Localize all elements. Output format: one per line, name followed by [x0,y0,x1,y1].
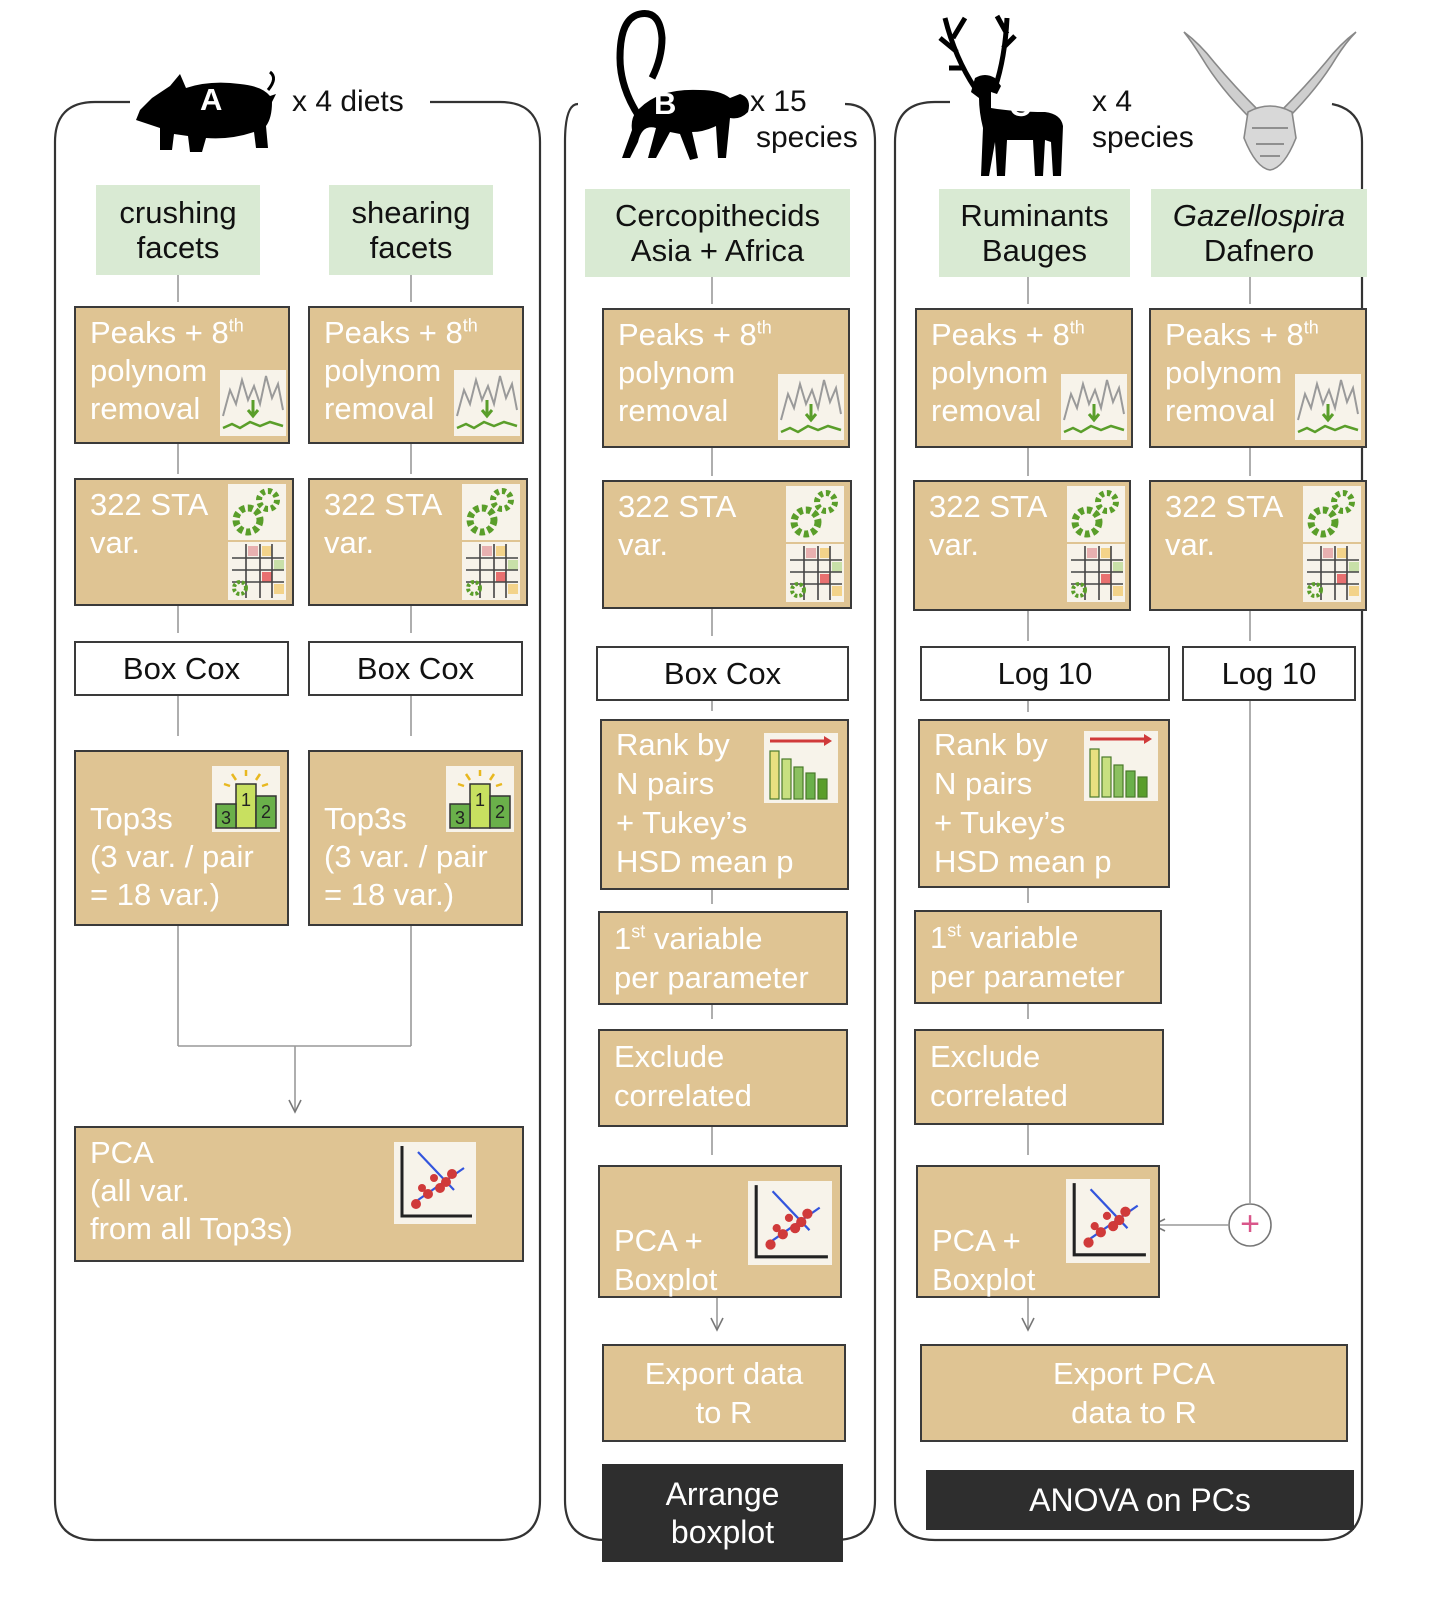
group-cercopithecids-line2: Asia + Africa [630,233,805,268]
sta-line1: 322 STA [90,487,209,522]
group-cercopithecids-line1: Cercopithecids [614,198,821,233]
rank-line3: + Tukey’s [934,805,1066,840]
grid-table-icon [786,544,844,602]
panel-b-multiplier: x 15 [750,85,807,118]
top3s-line3: = 18 var.) [324,877,455,912]
rank-bars-icon [764,733,838,803]
rank-line4: HSD mean p [616,844,794,879]
first-var-sup: st [631,921,646,942]
first-var-line2: per parameter [614,960,809,995]
grid-table-icon [462,542,520,600]
rank-line2: N pairs [934,766,1033,801]
pca-scatter-icon [394,1142,476,1224]
step-final-c: ANOVA on PCs [926,1470,1354,1530]
peaks-chart-icon [220,370,286,436]
group-ruminants-line1: Ruminants [960,198,1109,233]
final-b-line2: boxplot [670,1514,775,1550]
peaks-chart-icon [1295,374,1361,440]
peaks-chart-icon [454,370,520,436]
first-var-num: 1 [614,921,632,956]
panel-a-letter: A [200,82,223,117]
pca-a-line1: PCA [90,1135,154,1170]
peaks-line2: polynom [324,353,442,388]
sta-line1: 322 STA [1165,489,1284,524]
group-cercopithecids [585,189,850,277]
podium-icon [212,766,280,832]
horned-skull-drawing [1180,28,1360,173]
pca-a-line2: (all var. [90,1173,190,1208]
group-crushing-line2: facets [136,230,220,265]
exclude-line2: correlated [614,1078,752,1113]
grid-table-icon [1303,544,1361,602]
step-pca-a [74,1126,524,1262]
group-gazellospira [1151,189,1367,277]
top3s-line3: = 18 var.) [90,877,221,912]
peaks-sup: th [462,315,478,336]
step-boxcox-b: Box Cox [596,646,849,701]
step-pca-boxplot-b [598,1165,842,1298]
group-shearing-line1: shearing [351,195,471,230]
rank-line1: Rank by [934,727,1048,762]
step-sta-variables-a-shearing [308,478,528,606]
peaks-text: Peaks + 8 [931,317,1070,352]
export-c-line2: data to R [1071,1395,1197,1430]
step-boxcox-a-shearing: Box Cox [308,641,523,696]
peaks-line3: removal [1165,393,1276,428]
first-var-text: variable [645,921,763,956]
first-var-num: 1 [930,920,948,955]
sta-line2: var. [324,525,374,560]
export-b-line1: Export data [644,1356,804,1391]
sta-line2: var. [90,525,140,560]
step-log10-c-gazellospira: Log 10 [1182,646,1356,701]
group-gazellospira-line2: Dafnero [1203,233,1315,268]
peaks-chart-icon [778,374,844,440]
sta-line2: var. [618,527,668,562]
first-var-text: variable [961,920,1079,955]
step-exclude-correlated-b [598,1029,848,1127]
gears-icon [1303,486,1361,542]
step-peaks-removal-c-gazellospira [1149,308,1367,448]
export-b-line2: to R [695,1395,753,1430]
step-export-b [602,1344,846,1442]
step-exclude-correlated-c [914,1029,1164,1125]
group-crushing-line1: crushing [119,195,237,230]
peaks-line2: polynom [90,353,208,388]
merge-plus-symbol: + [1240,1205,1260,1243]
step-sta-variables-a-crushing [74,478,294,606]
step-sta-variables-b [602,480,852,609]
top3s-line2: (3 var. / pair [90,839,254,874]
rank-line3: + Tukey’s [616,805,748,840]
step-sta-variables-c-gazellospira [1149,480,1367,611]
pca-box-line1: PCA + [614,1223,703,1258]
group-ruminants-line2: Bauges [981,233,1088,268]
gears-icon [462,484,520,540]
step-peaks-removal-a-crushing [74,306,290,444]
svg-text:1: 1 [475,790,486,810]
peaks-line3: removal [324,391,435,426]
step-export-c [920,1344,1348,1442]
group-ruminants [939,189,1130,277]
step-sta-variables-c-ruminants [913,480,1131,611]
step-pca-boxplot-c [916,1165,1160,1298]
rank-line2: N pairs [616,766,715,801]
export-c-line1: Export PCA [1053,1356,1215,1391]
sta-line1: 322 STA [929,489,1048,524]
pca-box-line2: Boxplot [614,1262,718,1297]
group-shearing-facets [329,185,493,275]
gears-icon [786,486,844,542]
peaks-sup: th [228,315,244,336]
step-first-variable-c [914,910,1162,1004]
svg-text:2: 2 [261,802,272,822]
peaks-sup: th [1069,317,1085,338]
panel-b-multiplier-species: species [756,121,858,154]
grid-table-icon [1067,544,1125,602]
peaks-line3: removal [618,393,729,428]
rank-line4: HSD mean p [934,844,1112,879]
svg-text:3: 3 [221,808,232,828]
podium-icon [446,766,514,832]
sta-line1: 322 STA [618,489,737,524]
step-top3s-a-shearing [308,750,523,926]
top3s-line1: Top3s [324,801,407,836]
group-crushing-facets [96,185,260,275]
group-shearing-line2: facets [369,230,453,265]
peaks-line2: polynom [1165,355,1283,390]
exclude-line1: Exclude [930,1039,1041,1074]
peaks-text: Peaks + 8 [618,317,757,352]
step-final-b [602,1464,843,1562]
pca-scatter-icon [748,1181,832,1265]
peaks-sup: th [756,317,772,338]
panel-c-letter: C [1009,88,1032,123]
peaks-line2: polynom [618,355,736,390]
panel-c-multiplier: x 4 [1092,85,1133,118]
pca-box-line1: PCA + [932,1223,1021,1258]
gears-icon [1067,486,1125,542]
final-b-line1: Arrange [665,1476,780,1512]
first-var-line2: per parameter [930,959,1125,994]
peaks-line2: polynom [931,355,1049,390]
svg-text:1: 1 [241,790,252,810]
sta-line2: var. [1165,527,1215,562]
peaks-line3: removal [931,393,1042,428]
peaks-text: Peaks + 8 [90,315,229,350]
step-top3s-a-crushing [74,750,289,926]
pca-a-line3: from all Top3s) [90,1211,293,1246]
panel-b-letter: B [654,86,677,121]
step-boxcox-a-crushing: Box Cox [74,641,289,696]
panel-a-multiplier: x 4 diets [286,84,410,120]
step-first-variable-b [598,911,848,1005]
rank-line1: Rank by [616,727,730,762]
step-rank-c [918,719,1170,888]
top3s-line2: (3 var. / pair [324,839,488,874]
exclude-line1: Exclude [614,1039,725,1074]
peaks-text: Peaks + 8 [1165,317,1304,352]
first-var-sup: st [947,920,962,941]
rank-bars-icon [1084,731,1158,801]
peaks-line3: removal [90,391,201,426]
panel-c-multiplier-species: species [1092,121,1194,154]
step-log10-c-ruminants: Log 10 [920,646,1170,701]
step-peaks-removal-a-shearing [308,306,524,444]
pca-box-line2: Boxplot [932,1262,1036,1297]
top3s-line1: Top3s [90,801,173,836]
svg-text:2: 2 [495,802,506,822]
peaks-sup: th [1303,317,1319,338]
peaks-text: Peaks + 8 [324,315,463,350]
sta-line2: var. [929,527,979,562]
gears-icon [228,484,286,540]
pca-scatter-icon [1066,1179,1150,1263]
exclude-line2: correlated [930,1078,1068,1113]
grid-table-icon [228,542,286,600]
svg-text:3: 3 [455,808,466,828]
peaks-chart-icon [1061,374,1127,440]
step-peaks-removal-c-ruminants [915,308,1133,448]
group-gazellospira-line1: Gazellospira [1172,198,1346,233]
step-peaks-removal-b [602,308,850,448]
sta-line1: 322 STA [324,487,443,522]
step-rank-b [600,719,849,890]
